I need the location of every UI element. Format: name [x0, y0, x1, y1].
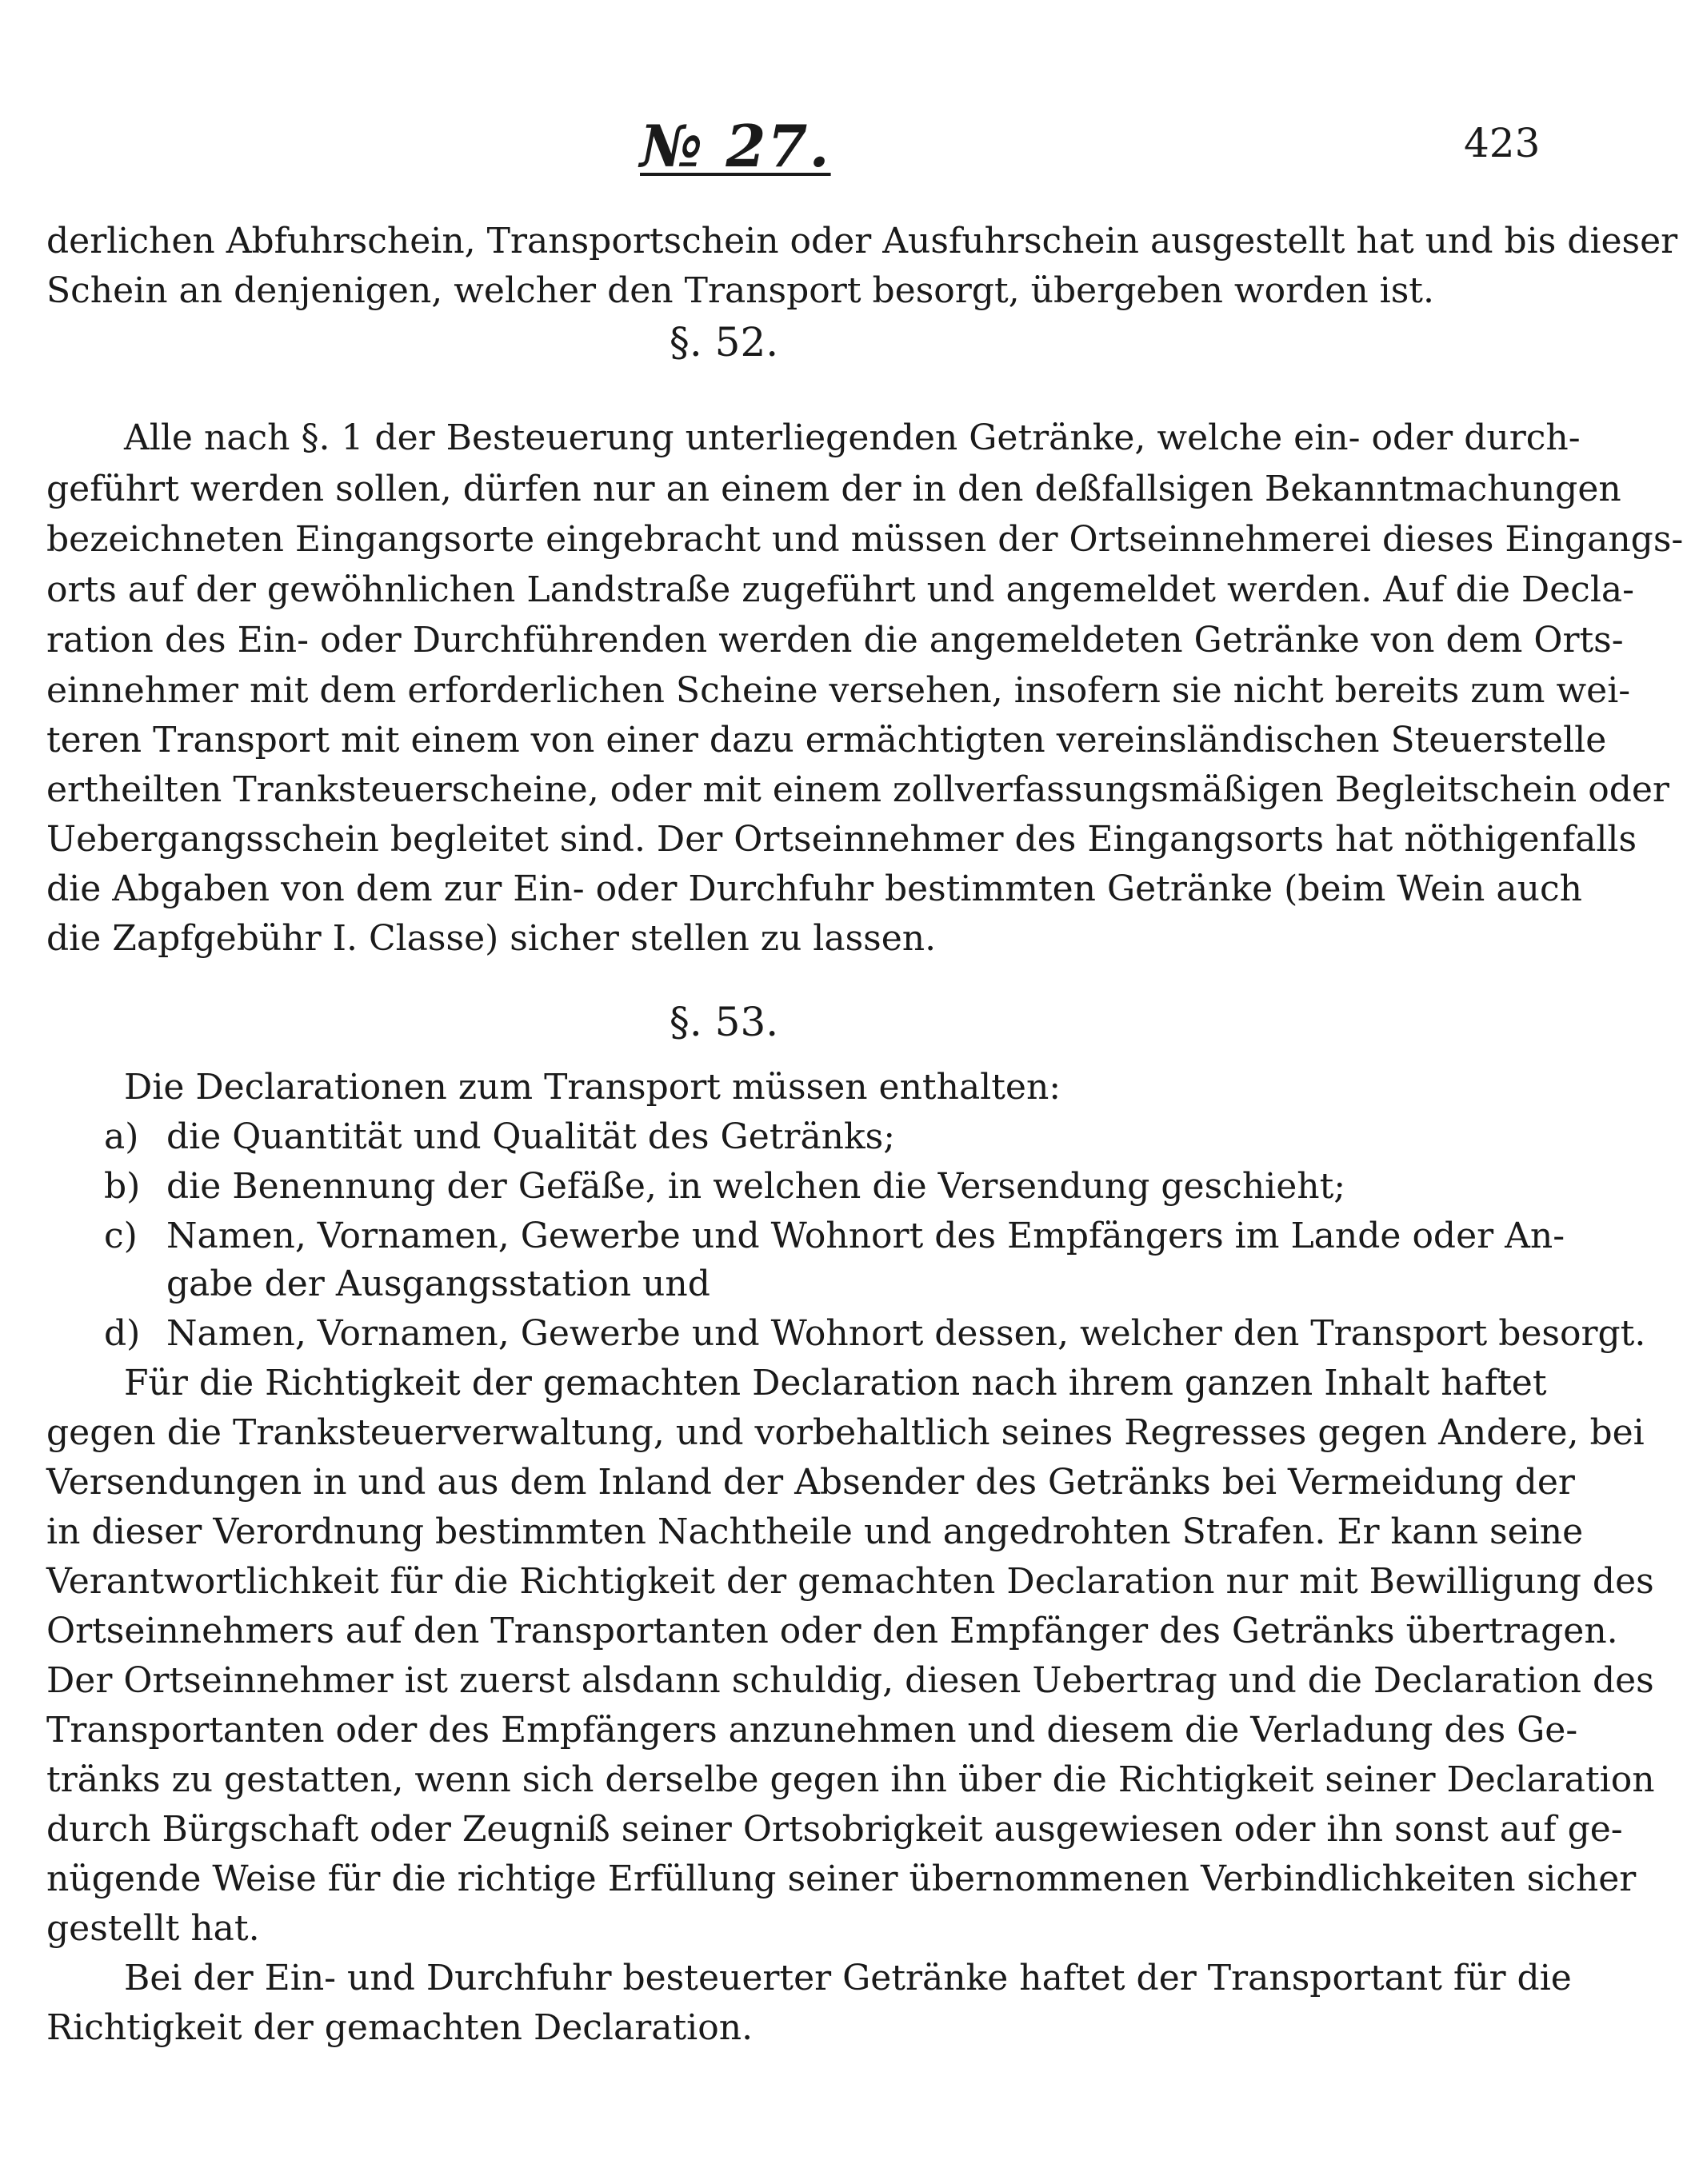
- section-heading-52: §. 52.: [669, 319, 779, 365]
- text-line: die Abgaben von dem zur Ein- oder Durchfuhr bestimmten Getränke (beim Wein auch: [46, 868, 1582, 909]
- text-line: Versendungen in und aus dem Inland der Absender des Getränks bei Vermeidung der: [46, 1462, 1575, 1503]
- list-text: die Quantität und Qualität des Getränks;: [166, 1116, 896, 1157]
- text-line: die Zapfgebühr I. Classe) sicher stellen zu lassen.: [46, 918, 937, 959]
- text-line: Für die Richtigkeit der gemachten Declaration nach ihrem ganzen Inhalt haftet: [124, 1363, 1547, 1403]
- list-label: b): [104, 1166, 141, 1207]
- list-label: d): [104, 1313, 141, 1354]
- list-label: a): [104, 1116, 139, 1157]
- text-line: gegen die Tranksteuerverwaltung, und vorbehaltlich seines Regresses gegen Andere, bei: [46, 1412, 1645, 1453]
- text-line: tränks zu gestatten, wenn sich derselbe gegen ihn über die Richtigkeit seiner Declaration: [46, 1759, 1655, 1800]
- list-item-c: [104, 1212, 1565, 1260]
- text-line: Verantwortlichkeit für die Richtigkeit der gemachten Declaration nur mit Bewilligung des: [46, 1561, 1654, 1602]
- text-line: Schein an denjenigen, welcher den Transport besorgt, übergeben worden ist.: [46, 270, 1434, 311]
- list-item-d: [104, 1310, 1646, 1358]
- text-line: Uebergangsschein begleitet sind. Der Ortseinnehmer des Eingangsorts hat nöthigenfalls: [46, 819, 1637, 860]
- text-line: in dieser Verordnung bestimmten Nachtheile und angedrohten Strafen. Er kann seine: [46, 1511, 1584, 1552]
- text-line: Bei der Ein- und Durchfuhr besteuerter Getränke haftet der Transportant für die: [124, 1958, 1572, 1998]
- text-line: orts auf der gewöhnlichen Landstraße zugeführt und angemeldet werden. Auf die Decla-: [46, 569, 1634, 610]
- text-line: Alle nach §. 1 der Besteuerung unterliegenden Getränke, welche ein- oder durch-: [124, 417, 1581, 458]
- list-text: Namen, Vornamen, Gewerbe und Wohnort des Empfängers im Lande oder An-: [166, 1216, 1565, 1256]
- list-item-b: [104, 1163, 1400, 1211]
- list-item-c-continued: gabe der Ausgangsstation und: [166, 1264, 710, 1304]
- list-label: c): [104, 1216, 138, 1256]
- page-number: 423: [1464, 120, 1541, 166]
- text-line: gestellt hat.: [46, 1908, 260, 1949]
- text-line: einnehmer mit dem erforderlichen Scheine versehen, insofern sie nicht bereits zum wei-: [46, 670, 1631, 711]
- text-line: durch Bürgschaft oder Zeugniß seiner Ortsobrigkeit ausgewiesen oder ihn sonst auf ge-: [46, 1809, 1623, 1850]
- text-line: geführt werden sollen, dürfen nur an einem der in den deßfallsigen Bekanntmachungen: [46, 469, 1621, 509]
- text-line: Transportanten oder des Empfängers anzunehmen und diesem die Verladung des Ge-: [46, 1710, 1578, 1751]
- text-line: Der Ortseinnehmer ist zuerst alsdann schuldig, diesen Uebertrag und die Declaration des: [46, 1660, 1654, 1701]
- list-item-a: [104, 1113, 1400, 1161]
- text-line: Richtigkeit der gemachten Declaration.: [46, 2007, 754, 2048]
- text-line: teren Transport mit einem von einer dazu ermächtigten vereinsländischen Steuerstelle: [46, 720, 1607, 761]
- text-line: bezeichneten Eingangsorte eingebracht und müssen der Ortseinnehmerei dieses Eingangs-: [46, 519, 1683, 560]
- text-line: nügende Weise für die richtige Erfüllung seiner übernommenen Verbindlichkeiten sicher: [46, 1859, 1637, 1899]
- text-line: derlichen Abfuhrschein, Transportschein oder Ausfuhrschein ausgestellt hat und bis dieser: [46, 221, 1678, 262]
- list-text: Namen, Vornamen, Gewerbe und Wohnort dessen, welcher den Transport besorgt.: [166, 1313, 1646, 1354]
- text-line: Ortseinnehmers auf den Transportanten oder den Empfänger des Getränks übertragen.: [46, 1611, 1618, 1651]
- list-text: die Benennung der Gefäße, in welchen die Versendung geschieht;: [166, 1166, 1346, 1207]
- list-intro: Die Declarationen zum Transport müssen enthalten:: [124, 1067, 1061, 1108]
- text-line: ration des Ein- oder Durchführenden werden die angemeldeten Getränke von dem Orts-: [46, 620, 1624, 661]
- section-heading-53: §. 53.: [669, 999, 779, 1045]
- issue-number: № 27.: [640, 112, 831, 180]
- text-line: ertheilten Tranksteuerscheine, oder mit einem zollverfassungsmäßigen Begleitschein oder: [46, 769, 1669, 810]
